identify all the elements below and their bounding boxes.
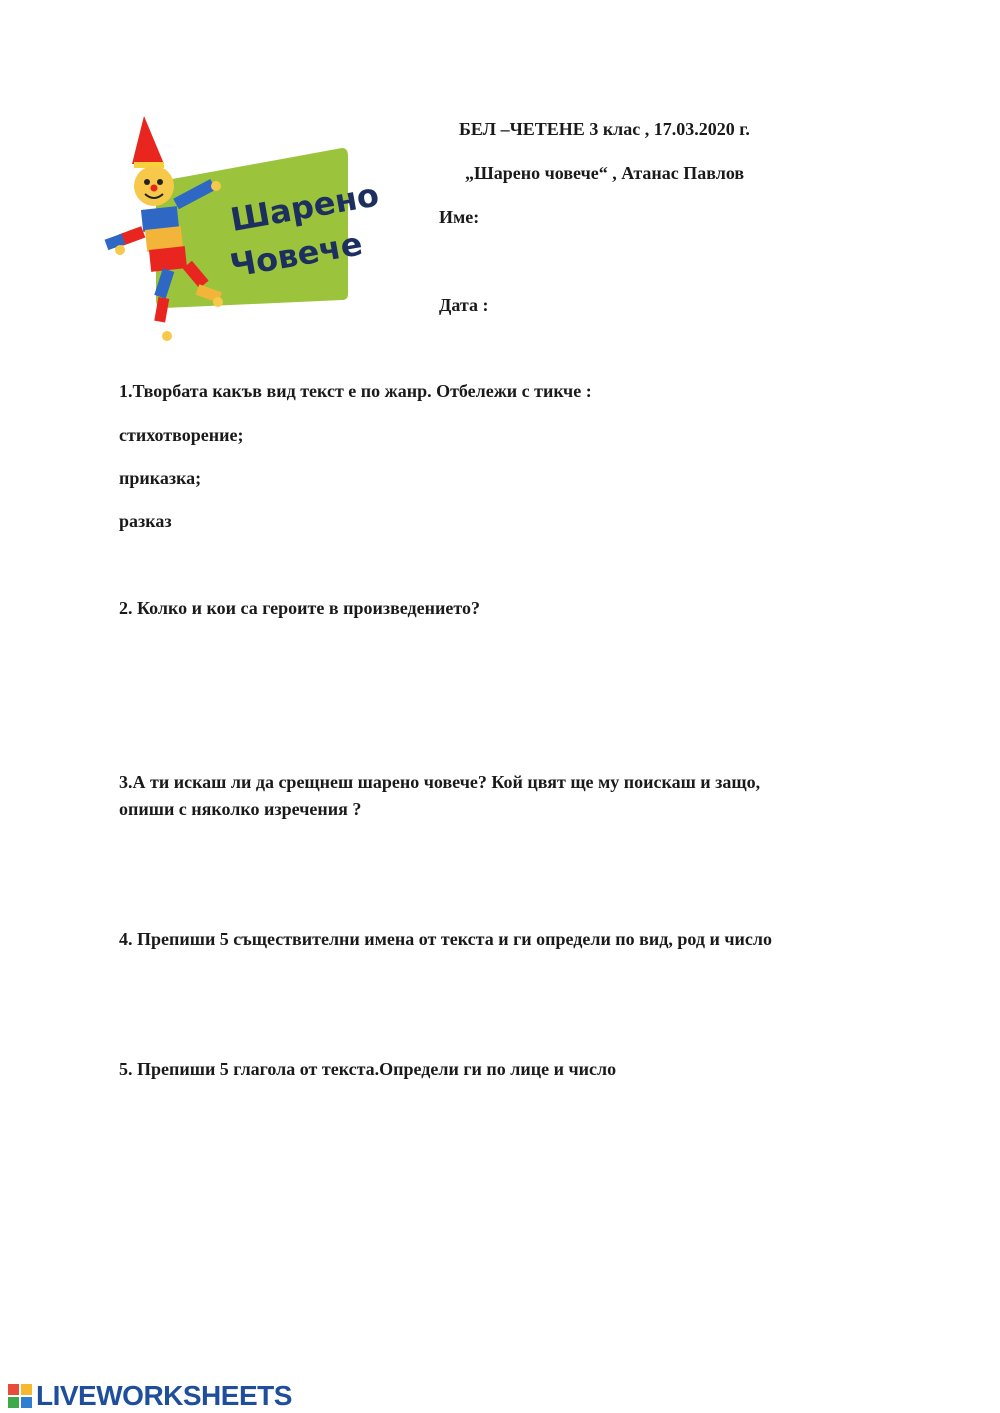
sareno-choveche-logo xyxy=(112,112,382,357)
question-5: 5. Препиши 5 глагола от текста.Определи ги по лице и число xyxy=(119,1059,617,1079)
question-4: 4. Препиши 5 съществителни имена от текста и ги определи по вид, род и число xyxy=(119,929,772,949)
date-label: Дата : xyxy=(439,295,489,315)
q1-option-poem: стихотворение; xyxy=(119,425,244,445)
question-2: 2. Колко и кои са героите в произведението? xyxy=(119,598,480,618)
question-1: 1.Творбата какъв вид текст е по жанр. Отбележи с тикче : xyxy=(119,381,592,401)
liveworksheets-blocks-icon xyxy=(8,1384,32,1408)
liveworksheets-wordmark: LIVEWORKSHEETS xyxy=(36,1380,292,1411)
name-label: Име: xyxy=(439,207,480,227)
work-title: „Шарено човече“ , Атанас Павлов xyxy=(465,163,745,183)
question-3-line-2: опиши с няколко изречения ? xyxy=(119,799,362,819)
logo-word-2: Човече xyxy=(227,224,366,286)
q1-option-story: разказ xyxy=(119,511,172,531)
liveworksheets-brand xyxy=(8,1380,292,1412)
logo-word-1: Шарено xyxy=(227,175,382,239)
q1-option-fairytale: приказка; xyxy=(119,468,202,488)
question-3-line-1: 3.А ти искаш ли да срещнеш шарено човече? Кой цвят ще му поискаш и защо, xyxy=(119,772,761,792)
worksheet-subject: БЕЛ –ЧЕТЕНЕ 3 клас , 17.03.2020 г. xyxy=(459,119,750,139)
